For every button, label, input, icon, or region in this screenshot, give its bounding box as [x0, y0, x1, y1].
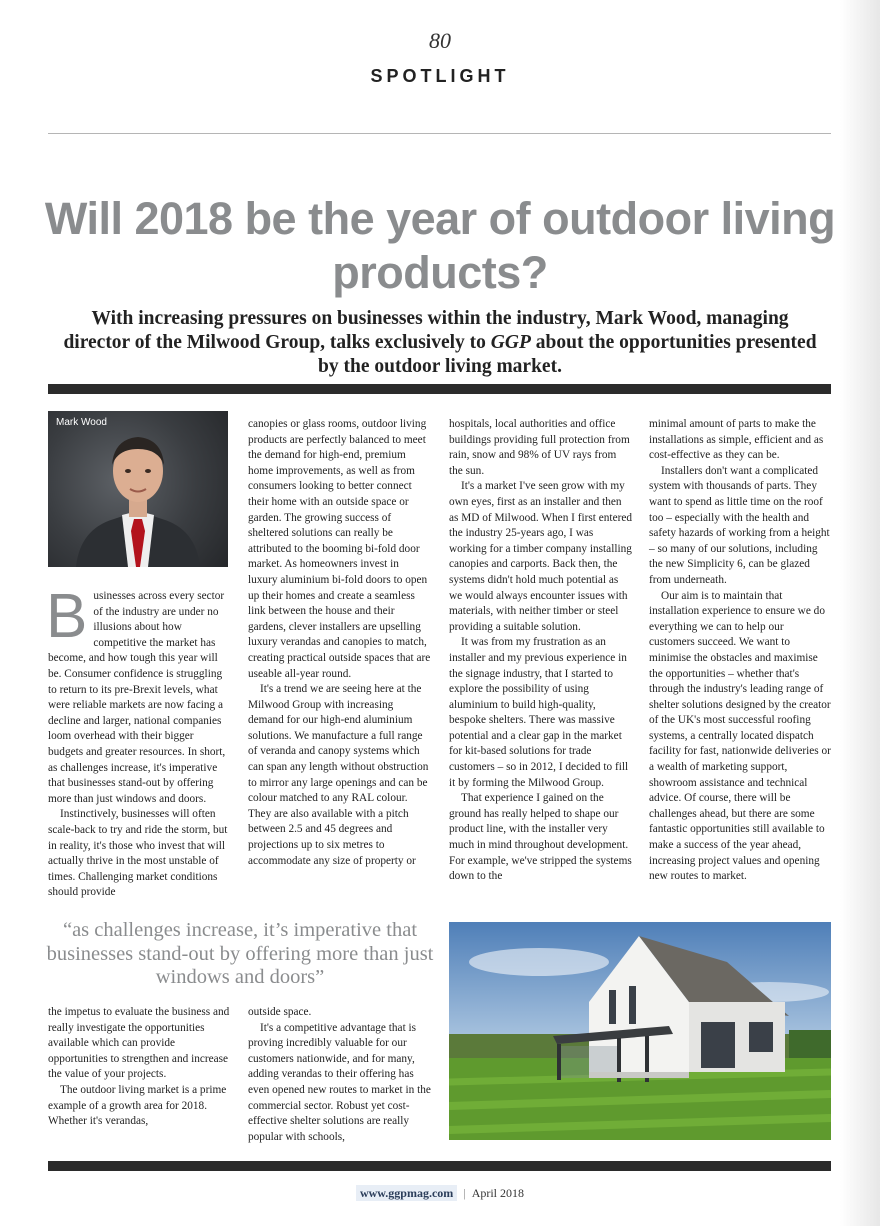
issue-date: April 2018 [471, 1186, 525, 1200]
paragraph: minimal amount of parts to make the installations as simple, efficient and as cost-effective as they can be. [649, 418, 824, 462]
paragraph: the impetus to evaluate the business and really investigate the opportunities available which can provide opportunities to strengthen and increase the value of your projects. [48, 1006, 230, 1081]
paragraph: Installers don't want a complicated system with thousands of parts. They want to spend as little time on the roof too – especially with the health and safety hazards of working from a height – so many of our solutions, including the new Simplicity 6, can be glazed from underneath. [649, 464, 830, 586]
paragraph: It's a trend we are seeing here at the Milwood Group with increasing demand for our high-end aluminium solutions. We manufacture a full range of veranda and canopy systems which can span any length without obstruction to mirror any large openings and can be colour matched to any RAL colour. They are also available with a pitch between 2.5 and 45 degrees and projections up to six metres to accommodate any size of property or [248, 683, 429, 867]
house-illustration [449, 922, 831, 1140]
standfirst-text-before: With increasing pressures on businesses within the industry, Mark Wood, managing director of the Milwood Group, talks exclusively to [63, 308, 789, 353]
body-column-2 [248, 417, 431, 869]
article-headline: Will 2018 be the year of outdoor living products? [44, 193, 836, 298]
body-column-6 [248, 1005, 431, 1145]
paragraph: It's a competitive advantage that is proving incredibly valuable for our customers nationwide, and for many, adding verandas to their offering has even opened new routes to market in the commercial sector. Robust yet cost-effective shelter solutions are really popular with schools, [248, 1021, 431, 1143]
portrait-caption: Mark Wood [56, 417, 107, 428]
paragraph: It was from my frustration as an installer and my previous experience in the signage industry, that I started to explore the possibility of using aluminium to build high-quality, bespoke shelters. There was massive potential and a clear gap in the market for kit-based solutions for trade customers – so in 2012, I decided to fill it by forming the Milwood Group. [449, 636, 629, 789]
paragraph: canopies or glass rooms, outdoor living products are perfectly balanced to meet the demand for high-end, premium home improvements, as well as from consumers looking to better connect their home with an outside space or garden. The growing success of sheltered solutions can really be attributed to the booming bi-fold door market. As homeowners invest in luxury aluminium bi-fold doors to open up their homes and create a seamless link between the house and their gardens, clever installers are upselling luxury verandas and canopies to match, creating practical outside spaces that are useable all-year round. [248, 418, 431, 680]
page-footer [0, 1186, 880, 1201]
paragraph: That experience I gained on the ground has really helped to shape our product line, with the installer very much in mind throughout development. For example, we've stripped the systems down to the [449, 792, 632, 883]
article-standfirst [60, 307, 820, 379]
portrait-illustration [48, 411, 228, 567]
paragraph: hospitals, local authorities and office buildings providing full protection from rain, snow and 98% of UV rays from the sun. [449, 418, 630, 477]
section-label: SPOTLIGHT [370, 66, 510, 86]
header-divider [48, 133, 831, 134]
body-column-3 [449, 417, 632, 885]
standfirst-divider [48, 384, 831, 394]
paragraph: It's a market I've seen grow with my own eyes, first as an installer and then as MD of Milwood. When I first entered the industry 25-years ago, I was working for a timber company installing canopies and carports. Back then, the systems didn't hold much potential as we would always encounter issues with materials, with neither timber or steel providing a suitable solution. [449, 480, 633, 633]
footer-separator: | [463, 1186, 466, 1200]
paragraph: The outdoor living market is a prime example of a growth area for 2018. Whether it's verandas, [48, 1083, 227, 1128]
body-column-5 [48, 1005, 231, 1130]
magazine-url[interactable]: www.ggpmag.com [356, 1185, 457, 1201]
body-column-1 [46, 582, 228, 901]
footer-divider [48, 1161, 831, 1171]
portrait-photo [48, 411, 228, 567]
page-edge-shadow [840, 0, 880, 1226]
standfirst-text-after: about the opportunities presented by the outdoor living market. [318, 332, 817, 377]
paragraph: Instinctively, businesses will often scale-back to try and ride the storm, but in reality, it's those who invest that will actually thrive in the most unstable of times. Challenging market conditions should provide [48, 808, 228, 899]
house-veranda-photo [449, 922, 831, 1140]
pull-quote: “as challenges increase, it’s imperative that businesses stand-out by offering more than just windows and doors” [46, 919, 434, 988]
page-number: 80 [429, 28, 451, 53]
drop-cap: B [46, 582, 88, 651]
body-column-4 [649, 417, 831, 885]
paragraph: usinesses across every sector of the industry are under no illusions about how competitive the market has become, and how tough this year will be. Consumer confidence is struggling to return to its pre-Brexit levels, what were reliable markets are now facing a decline and larger, national companies loom overhead with their bigger budgets and greater resources. In short, as challenges increase, it's imperative that businesses stand-out by offering more than just windows and doors. [48, 590, 226, 805]
standfirst-magazine-name: GGP [490, 332, 531, 353]
paragraph: outside space. [248, 1006, 312, 1018]
paragraph: Our aim is to maintain that installation experience to ensure we do everything we can to help our customers succeed. We want to minimise the obstacles and maximise the opportunities – whether that's through the industry's leading range of shelter solutions designed by the creator of the UK's most successful roofing systems, a centrally located dispatch facility for fast, nationwide deliveries or a wealth of marketing support, showroom assistance and technical advice. Of course, there will be challenges ahead, but there are some fantastic opportunities still available to make a success of the year ahead, increasing project values and opening new routes to market. [649, 589, 831, 883]
